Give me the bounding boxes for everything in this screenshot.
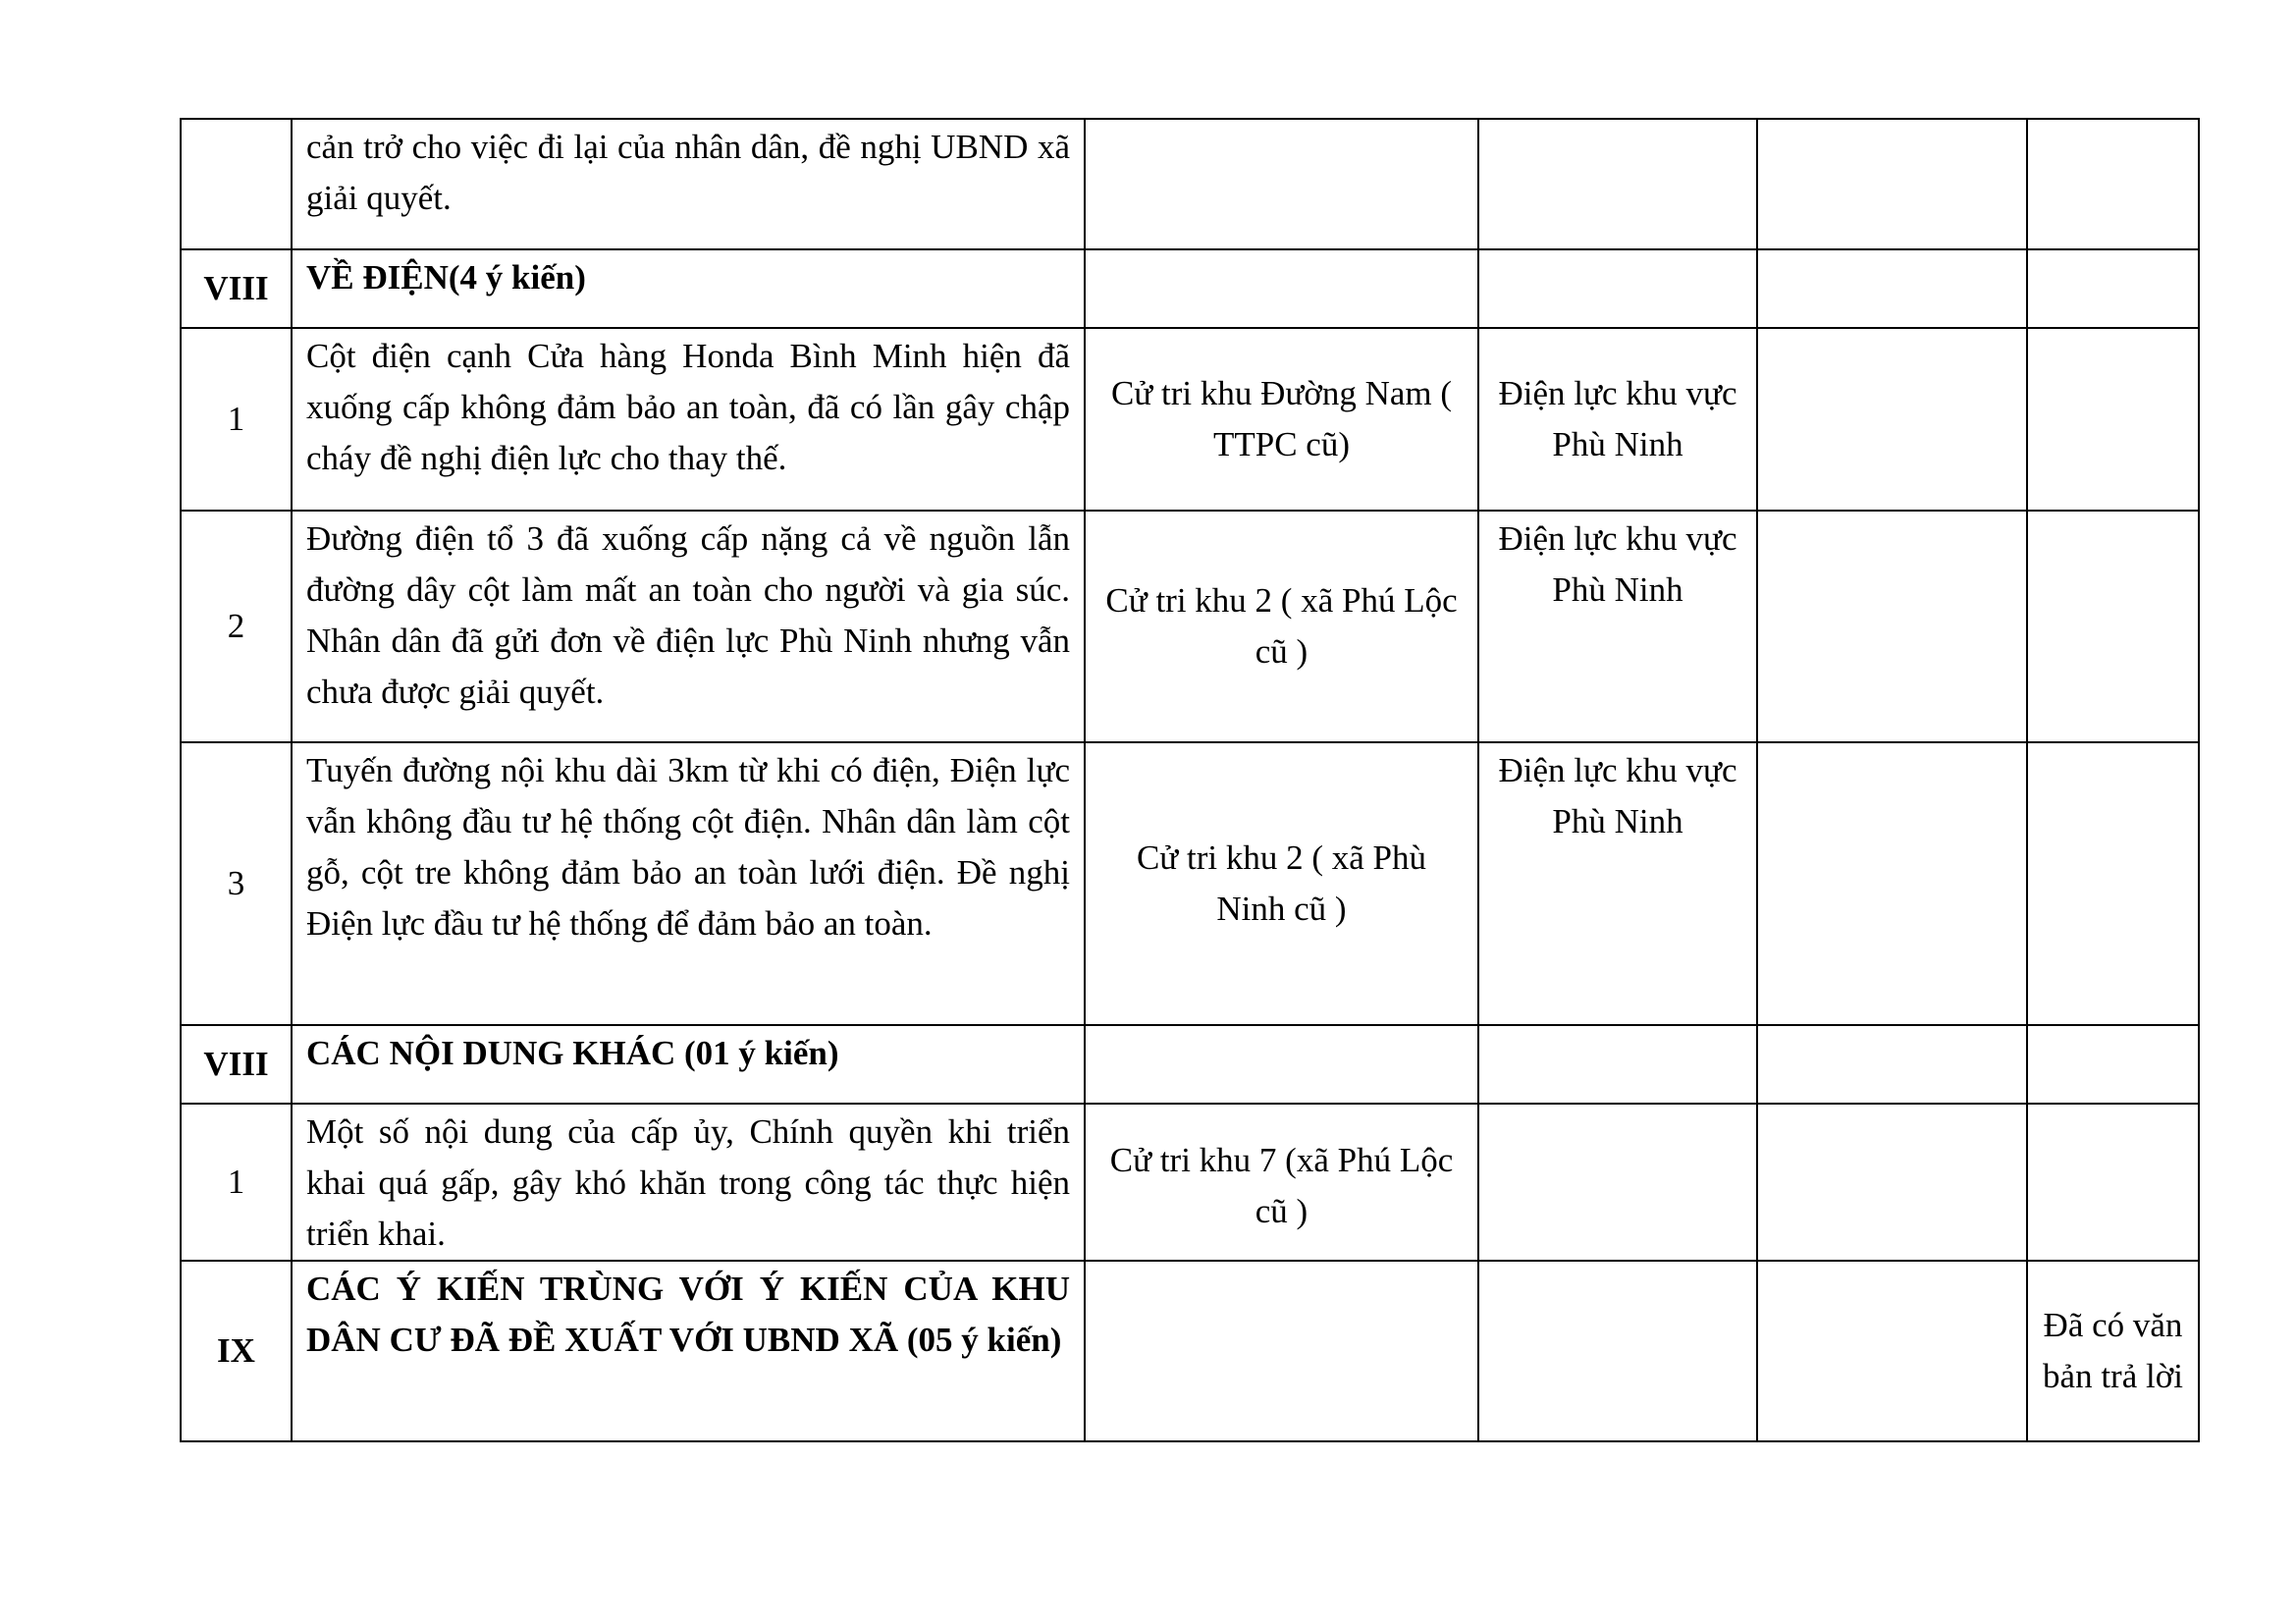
row-number: 3	[181, 742, 292, 1025]
row-result	[1757, 1104, 2027, 1261]
row-number: 1	[181, 1104, 292, 1261]
row-note	[2027, 119, 2199, 249]
row-agency	[1478, 119, 1757, 249]
row-number: 2	[181, 511, 292, 742]
row-number: 1	[181, 328, 292, 511]
row-content: Cột điện cạnh Cửa hàng Honda Bình Minh hiện đã xuống cấp không đảm bảo an toàn, đã có lần gây chập cháy đề nghị điện lực cho thay thế.	[292, 328, 1085, 511]
row-result	[1757, 511, 2027, 742]
row-voter: Cử tri khu 7 (xã Phú Lộc cũ )	[1085, 1104, 1478, 1261]
section-row	[181, 1025, 2199, 1104]
section-number: VIII	[181, 1025, 292, 1104]
row-voter	[1085, 1261, 1478, 1441]
table-row	[181, 1104, 2199, 1261]
table-row	[181, 328, 2199, 511]
row-agency: Điện lực khu vực Phù Ninh	[1478, 742, 1757, 1025]
row-voter	[1085, 1025, 1478, 1104]
row-agency	[1478, 249, 1757, 328]
section-number: IX	[181, 1261, 292, 1441]
row-agency: Điện lực khu vực Phù Ninh	[1478, 328, 1757, 511]
section-title: CÁC Ý KIẾN TRÙNG VỚI Ý KIẾN CỦA KHU DÂN CƯ ĐÃ ĐỀ XUẤT VỚI UBND XÃ (05 ý kiến)	[292, 1261, 1085, 1441]
section-number: VIII	[181, 249, 292, 328]
row-voter: Cử tri khu 2 ( xã Phù Ninh cũ )	[1085, 742, 1478, 1025]
row-note	[2027, 328, 2199, 511]
row-content: cản trở cho việc đi lại của nhân dân, đề nghị UBND xã giải quyết.	[292, 119, 1085, 249]
row-content: Tuyến đường nội khu dài 3km từ khi có điện, Điện lực vẫn không đầu tư hệ thống cột điện. Nhân dân làm cột gỗ, cột tre không đảm bảo an toàn lưới điện. Đề nghị Điện lực đầu tư hệ thống để đảm bảo an toàn.	[292, 742, 1085, 1025]
row-note	[2027, 511, 2199, 742]
row-agency	[1478, 1261, 1757, 1441]
row-voter: Cử tri khu 2 ( xã Phú Lộc cũ )	[1085, 511, 1478, 742]
row-agency: Điện lực khu vực Phù Ninh	[1478, 511, 1757, 742]
row-result	[1757, 328, 2027, 511]
row-content: Một số nội dung của cấp ủy, Chính quyền khi triển khai quá gấp, gây khó khăn trong công tác thực hiện triển khai.	[292, 1104, 1085, 1261]
row-note	[2027, 249, 2199, 328]
row-result	[1757, 1025, 2027, 1104]
row-result	[1757, 249, 2027, 328]
section-title: VỀ ĐIỆN(4 ý kiến)	[292, 249, 1085, 328]
row-agency	[1478, 1104, 1757, 1261]
section-title: CÁC NỘI DUNG KHÁC (01 ý kiến)	[292, 1025, 1085, 1104]
row-note	[2027, 742, 2199, 1025]
row-result	[1757, 1261, 2027, 1441]
row-note	[2027, 1104, 2199, 1261]
table-row	[181, 511, 2199, 742]
row-voter: Cử tri khu Đường Nam ( TTPC cũ)	[1085, 328, 1478, 511]
row-voter	[1085, 119, 1478, 249]
row-content: Đường điện tổ 3 đã xuống cấp nặng cả về nguồn lẫn đường dây cột làm mất an toàn cho người và gia súc. Nhân dân đã gửi đơn về điện lực Phù Ninh nhưng vẫn chưa được giải quyết.	[292, 511, 1085, 742]
row-note	[2027, 1025, 2199, 1104]
row-note: Đã có văn bản trả lời	[2027, 1261, 2199, 1441]
row-result	[1757, 742, 2027, 1025]
row-agency	[1478, 1025, 1757, 1104]
table-row	[181, 119, 2199, 249]
section-row	[181, 1261, 2199, 1441]
section-row	[181, 249, 2199, 328]
row-number	[181, 119, 292, 249]
table-row	[181, 742, 2199, 1025]
petition-table	[180, 118, 2200, 1442]
row-result	[1757, 119, 2027, 249]
row-voter	[1085, 249, 1478, 328]
